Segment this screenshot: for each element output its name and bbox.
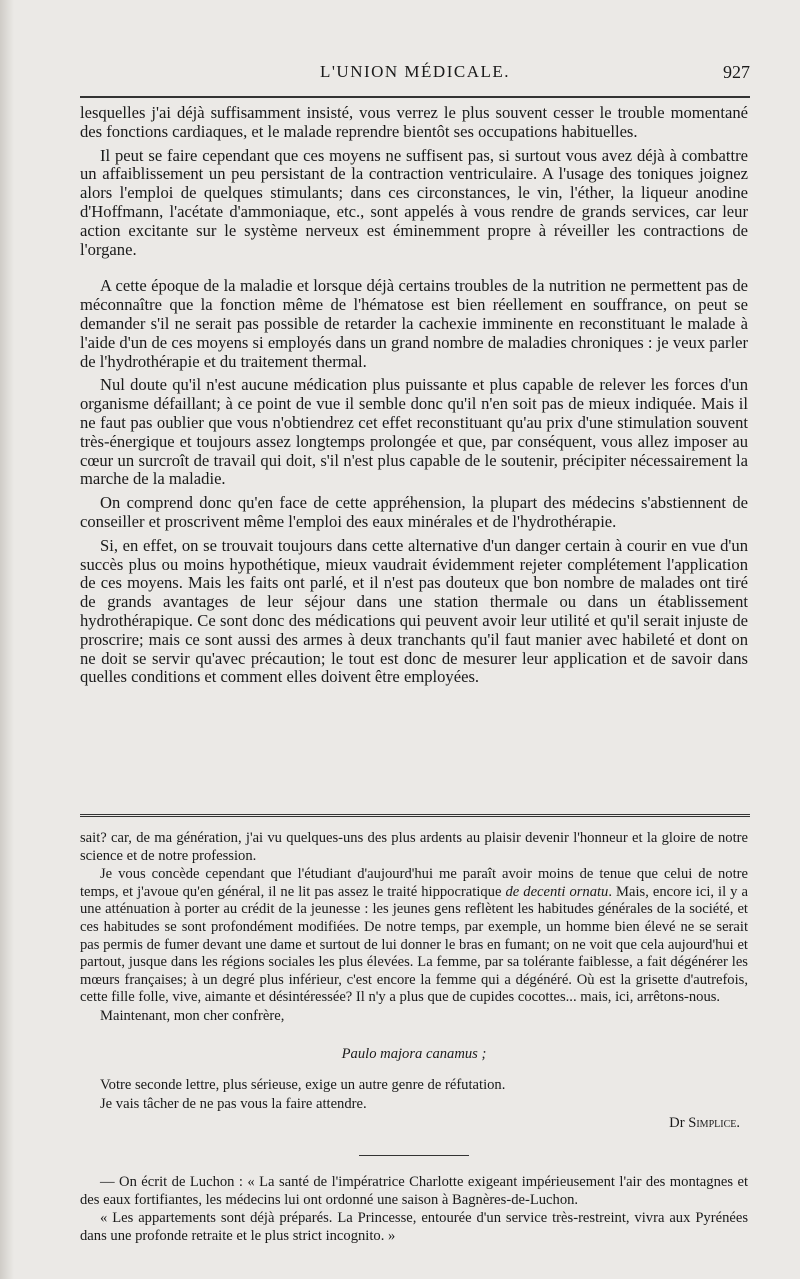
feuilleton-paragraph-1: sait? car, de ma génération, j'ai vu quelques-uns des plus ardents au plaisir devenir l'honneur et la gloire de notre science et de notre profession. bbox=[80, 830, 748, 864]
feuilleton-paragraph-2 bbox=[80, 866, 748, 1007]
news-item bbox=[80, 1174, 748, 1245]
signature bbox=[80, 1115, 748, 1133]
page-number: 927 bbox=[723, 62, 750, 82]
feuilleton bbox=[80, 830, 748, 1246]
header-rule bbox=[80, 96, 750, 98]
paragraph-5: On comprend donc qu'en face de cette appréhension, la plupart des médecins s'abstiennent de conseiller et proscrivent même l'emploi des eaux minérales et de l'hydrothérapie. bbox=[80, 493, 748, 531]
news-paragraph-2: « Les appartements sont déjà préparés. La Princesse, entourée d'un service très-restreint, vivra aux Pyrénées dans une profonde retraite et le plus strict incognito. » bbox=[80, 1210, 748, 1244]
feuilleton-text: . Mais, encore ici, il y a une atténuation à porter au crédit de la jeunesse : les jeunes gens reflètent les habitudes générales de la société, et ces habitudes se sont profondément modifiées. De notre temps, par exemple, un homme bien élevé ne se serait pas permis de fumer devant une dame et surtout de lui donner le bras en fumant; on ne voit que cela aujourd'hui et partout, jusque dans les régions sociales les plus élevées. La femme, par sa tolérante faiblesse, a fait dégénérer les mœurs françaises; à un degré plus inférieur, c'est encore la femme qui a dégénéré. Où est la grisette d'autrefois, cette fille folle, vive, aimante et désintéressée? Il n'y a plus que de cupides cocottes... mais, ici, arrêtons-nous. bbox=[80, 883, 748, 1006]
paragraph-2: Il peut se faire cependant que ces moyens ne suffisent pas, si surtout vous avez déjà à combattre un affaiblissement un peu persistant de la contraction ventriculaire. A l'usage des toniques joignez alors l'emploi de quelques stimulants; dans ces circonstances, le vin, l'éther, la liqueur anodine d'Hoffmann, l'acétate d'ammoniaque, etc., sont appelés à vous rendre de grands services, car leur action excitante sur le système nerveux est éminemment propre à réveiller les contractions de l'organe. bbox=[80, 145, 748, 259]
feuilleton-separator bbox=[80, 814, 750, 817]
page-header bbox=[80, 62, 750, 90]
news-paragraph-1: — On écrit de Luchon : « La santé de l'impératrice Charlotte exigeant impérieusement l'air des montagnes et des eaux fortifiantes, les médecins lui ont ordonné une saison à Bagnères-de-Luchon. bbox=[80, 1173, 748, 1208]
feuilleton-paragraph-5: Je vais tâcher de ne pas vous la faire attendre. bbox=[100, 1095, 367, 1112]
feuilleton-paragraph-4: Votre seconde lettre, plus sérieuse, exige un autre genre de réfutation. bbox=[100, 1077, 506, 1094]
feuilleton-text: Je vous concède cependant que l'étudiant d'aujourd'hui me paraît avoir moins de tenue que celui de notre temps, et j'avoue qu'en général, il ne lit pas assez le traité hippocratique bbox=[80, 866, 748, 900]
paragraph-1: lesquelles j'ai déjà suffisamment insisté, vous verrez le plus souvent cesser le trouble momentané des fonctions cardiaques, et le malade reprendre bientôt ses occupations habituelles. bbox=[80, 103, 748, 141]
paragraph-3: A cette époque de la maladie et lorsque déjà certains troubles de la nutrition ne permettent pas de méconnaître que la fonction même de l'hématose est bien réellement en souffrance, on peut se demander s'il ne serait pas possible de retarder la cachexie imminente en reconstituant le malade à l'aide d'un de ces moyens si employés dans un grand nombre de maladies chroniques : je veux parler de l'hydrothérapie et du traitement thermal. bbox=[80, 276, 748, 371]
running-head: L'UNION MÉDICALE. bbox=[319, 62, 511, 81]
main-text bbox=[80, 104, 748, 692]
paragraph-4: Nul doute qu'il n'est aucune médication plus puissante et plus capable de relever les forces d'un organisme défaillant; à ce point de vue il semble donc qu'il n'en soit pas de mieux indiquée. Mais il ne faut pas oublier que vous n'obtiendrez cet effet reconstituant qu'au prix d'une stimulation souvent très-énergique et toujours assez longtemps prolongée et que, par conséquent, vous allez imposer au cœur un surcroît de travail qui doit, s'il n'est plus capable de le soutenir, précipiter nécessairement la marche de la maladie. bbox=[80, 375, 748, 489]
paragraph-6: Si, en effet, on se trouvait toujours dans cette alternative d'un danger certain à courir en vue d'un succès plus ou moins hypothétique, mieux vaudrait évidemment rejeter complétement l'application de ces moyens. Mais les faits ont parlé, et il n'est pas douteux que bon nombre de malades ont tiré de grands avantages de leur séjour dans une station thermale ou dans un établissement hydrothérapique. Ce sont donc des médications qui peuvent avoir leur utilité et qu'il serait injuste de proscrire; mais ce sont aussi des armes à deux tranchants qu'il faut manier avec habileté et dont on ne doit se servir qu'avec précaution; le tout est donc de mesurer leur application et de savoir dans quelles conditions et comment elles doivent être employées. bbox=[80, 535, 748, 687]
treatise-title: de decenti ornatu bbox=[505, 883, 609, 900]
news-separator bbox=[359, 1155, 469, 1156]
signature-prefix: Dr bbox=[669, 1115, 689, 1132]
latin-motto: Paulo majora canamus ; bbox=[341, 1045, 487, 1062]
page-edge-shadow bbox=[0, 0, 14, 1279]
feuilleton-paragraph-3: Maintenant, mon cher confrère, bbox=[100, 1007, 285, 1024]
signature-name: Simplice. bbox=[688, 1115, 740, 1132]
